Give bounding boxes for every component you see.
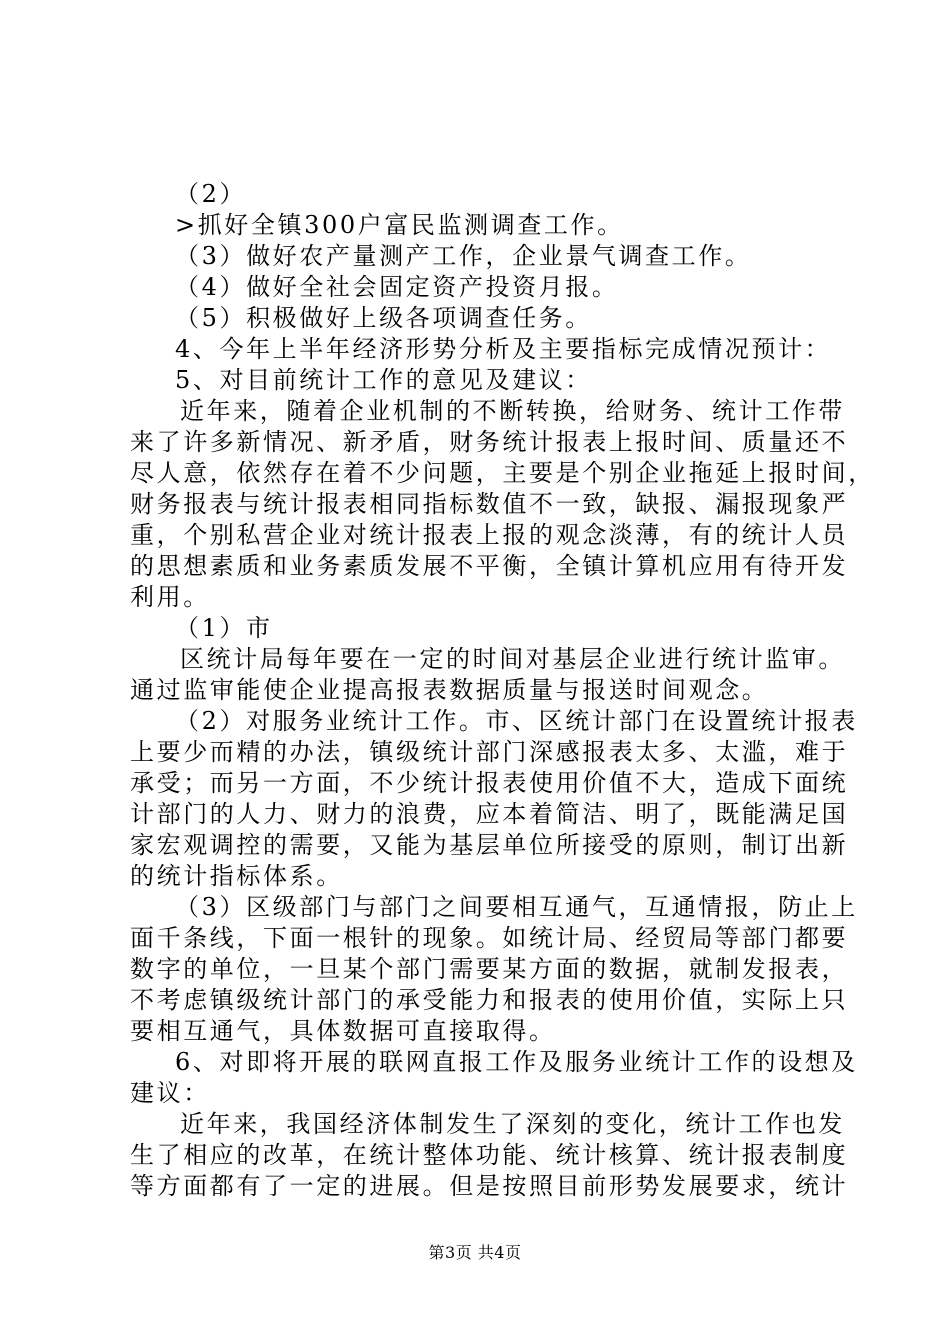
text-line: 上要少而精的办法，镇级统计部门深感报表太多、太滥，难于 xyxy=(130,738,849,766)
text-line: 的思想素质和业务素质发展不平衡，全镇计算机应用有待开发 xyxy=(130,552,849,580)
text-line: 财务报表与统计报表相同指标数值不一致，缺报、漏报现象严 xyxy=(130,490,849,518)
text-line: 通过监审能使企业提高报表数据质量与报送时间观念。 xyxy=(130,676,769,704)
text-line: （2）对服务业统计工作。市、区统计部门在设置统计报表 xyxy=(175,707,858,735)
text-line: （3）做好农产量测产工作，企业景气调查工作。 xyxy=(175,242,752,270)
text-line: 数字的单位，一旦某个部门需要某方面的数据，就制发报表， xyxy=(130,955,849,983)
text-line: >抓好全镇300户富民监测调查工作。 xyxy=(175,211,624,239)
text-line: （4）做好全社会固定资产投资月报。 xyxy=(175,273,619,301)
text-line: 承受；而另一方面，不少统计报表使用价值不大，造成下面统 xyxy=(130,769,849,797)
text-line: 利用。 xyxy=(130,583,210,611)
text-line: 计部门的人力、财力的浪费，应本着简洁、明了，既能满足国 xyxy=(130,800,849,828)
text-line: 重，个别私营企业对统计报表上报的观念淡薄，有的统计人员 xyxy=(130,521,849,549)
text-line: 不考虑镇级统计部门的承受能力和报表的使用价值，实际上只 xyxy=(130,986,849,1014)
text-line: 5、对目前统计工作的意见及建议： xyxy=(175,366,592,394)
text-line: 面千条线，下面一根针的现象。如统计局、经贸局等部门都要 xyxy=(130,924,849,952)
text-line: （3）区级部门与部门之间要相互通气，互通情报，防止上 xyxy=(175,893,858,921)
text-line: 区统计局每年要在一定的时间对基层企业进行统计监审。 xyxy=(180,645,845,673)
text-line: （1）市 xyxy=(175,614,273,642)
text-line: 来了许多新情况、新矛盾，财务统计报表上报时间、质量还不 xyxy=(130,428,849,456)
text-line: 近年来，随着企业机制的不断转换，给财务、统计工作带 xyxy=(180,397,845,425)
text-line: （2） xyxy=(175,180,247,208)
text-line: 近年来，我国经济体制发生了深刻的变化，统计工作也发 xyxy=(180,1110,845,1138)
text-line: 要相互通气，具体数据可直接取得。 xyxy=(130,1017,556,1045)
text-line: 家宏观调控的需要，又能为基层单位所接受的原则，制订出新 xyxy=(130,831,849,859)
page-number-footer: 第3页 共4页 xyxy=(428,1243,522,1262)
text-line: （5）积极做好上级各项调查任务。 xyxy=(175,304,592,332)
text-line: 生了相应的改革，在统计整体功能、统计核算、统计报表制度 xyxy=(130,1141,849,1169)
text-line: 6、对即将开展的联网直报工作及服务业统计工作的设想及 xyxy=(175,1048,858,1076)
text-line: 4、今年上半年经济形势分析及主要指标完成情况预计： xyxy=(175,335,832,363)
text-line: 建议： xyxy=(130,1079,210,1107)
text-line: 的统计指标体系。 xyxy=(130,862,343,890)
text-line: 等方面都有了一定的进展。但是按照目前形势发展要求，统计 xyxy=(130,1172,849,1200)
text-line: 尽人意，依然存在着不少问题，主要是个别企业拖延上报时间， xyxy=(130,459,875,487)
